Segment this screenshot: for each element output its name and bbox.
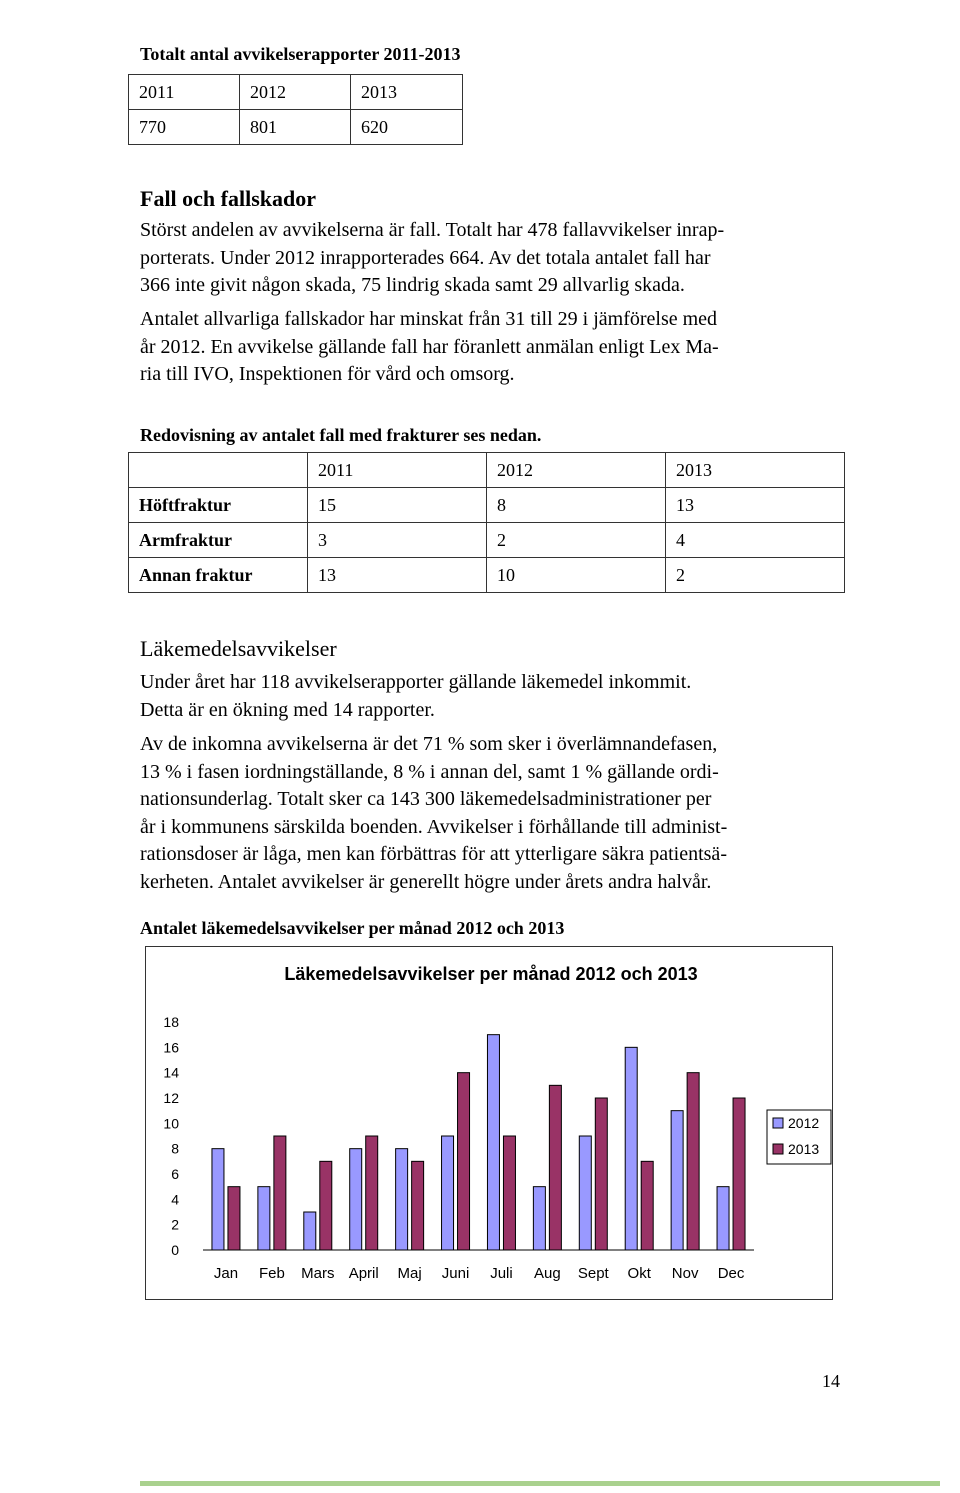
y-tick-label: 4 — [171, 1191, 179, 1208]
bar-2012-Juli — [487, 1035, 499, 1250]
table-row — [129, 523, 845, 558]
falls-paragraph-1 — [140, 217, 860, 300]
bar-2013-Feb — [274, 1136, 286, 1250]
bar-2013-Sept — [595, 1098, 607, 1250]
medication-paragraph-2 — [140, 731, 860, 896]
medication-heading: Läkemedelsavvikelser — [140, 636, 337, 661]
chart-title: Läkemedelsavvikelser per månad 2012 och 2013 — [284, 964, 698, 984]
x-tick-label: Nov — [671, 1265, 699, 1282]
text-line: porterats. Under 2012 inrapporterades 664. Av det totala antalet fall har — [140, 246, 711, 269]
bar-2012-Maj — [396, 1149, 408, 1250]
y-tick-label: 16 — [163, 1039, 179, 1056]
x-tick-label: Aug — [534, 1265, 561, 1282]
bar-2012-Nov — [671, 1111, 683, 1250]
cell: 2 — [487, 523, 666, 558]
fractures-header-2013: 2013 — [666, 453, 845, 488]
bar-2012-Feb — [258, 1187, 270, 1250]
cell: 13 — [308, 558, 487, 593]
totals-count-2013: 620 — [351, 110, 463, 145]
text-line: kerheten. Antalet avvikelser är generellt högre under årets andra halvår. — [140, 870, 712, 893]
totals-heading: Totalt antal avvikelserapporter 2011-2013 — [140, 44, 461, 64]
text-line: år i kommunens särskilda boenden. Avvikelser i förhållande till administ- — [140, 815, 728, 838]
table-row — [129, 488, 845, 523]
totals-year-2013: 2013 — [351, 75, 463, 110]
fractures-header-2011: 2011 — [308, 453, 487, 488]
bar-2013-Dec — [733, 1098, 745, 1250]
chart-caption: Antalet läkemedelsavvikelser per månad 2012 och 2013 — [140, 918, 565, 938]
bar-2013-Okt — [641, 1161, 653, 1250]
fractures-heading: Redovisning av antalet fall med frakturer ses nedan. — [140, 425, 542, 445]
x-tick-label: Juni — [441, 1265, 470, 1282]
y-tick-label: 18 — [163, 1014, 179, 1030]
text-line: Under året har 118 avvikelserapporter gällande läkemedel inkommit. — [140, 671, 692, 693]
totals-count-2012: 801 — [240, 110, 351, 145]
x-tick-label: Dec — [717, 1265, 745, 1282]
page-number: 14 — [822, 1371, 840, 1391]
bar-2013-Mars — [320, 1161, 332, 1250]
fractures-table — [128, 452, 845, 593]
cell: 3 — [308, 523, 487, 558]
legend-label: 2012 — [788, 1115, 820, 1131]
text-line: rationsdoser är låga, men kan förbättras för att ytterligare säkra patientsä- — [140, 843, 727, 865]
bar-2012-Sept — [579, 1136, 591, 1250]
bar-2012-Okt — [625, 1047, 637, 1250]
bar-2012-Aug — [533, 1187, 545, 1250]
y-tick-label: 2 — [171, 1216, 179, 1233]
footer-rule — [140, 1481, 940, 1486]
row-label: Armfraktur — [129, 523, 308, 558]
bar-2013-Jan — [228, 1187, 240, 1250]
row-label: Höftfraktur — [129, 488, 308, 523]
bar-2013-Aug — [549, 1085, 561, 1250]
y-tick-label: 10 — [163, 1115, 179, 1132]
bar-2013-Maj — [412, 1161, 424, 1250]
medication-paragraph-1 — [140, 669, 860, 724]
text-line: Störst andelen av avvikelserna är fall. Totalt har 478 fallavvikelser inrap- — [140, 219, 725, 241]
y-tick-label: 8 — [171, 1140, 179, 1157]
totals-table — [128, 74, 463, 145]
x-tick-label: Feb — [258, 1265, 285, 1282]
cell: 13 — [666, 488, 845, 523]
x-tick-label: Okt — [627, 1265, 651, 1282]
x-tick-label: Maj — [397, 1265, 422, 1282]
x-tick-label: Sept — [577, 1265, 609, 1282]
x-tick-label: Jan — [213, 1265, 239, 1282]
text-line: Detta är en ökning med 14 rapporter. — [140, 698, 435, 721]
text-line: nationsunderlag. Totalt sker ca 143 300 läkemedelsadministrationer per — [140, 788, 712, 810]
falls-heading: Fall och fallskador — [140, 186, 317, 211]
cell: 15 — [308, 488, 487, 523]
text-line: 366 inte givit någon skada, 75 lindrig skada samt 29 allvarlig skada. — [140, 274, 685, 296]
fractures-header-2012: 2012 — [487, 453, 666, 488]
bar-2013-Juli — [503, 1136, 515, 1250]
bar-2012-Juni — [442, 1136, 454, 1250]
text-line: Av de inkomna avvikelserna är det 71 % som sker i överlämnandefasen, — [140, 733, 718, 755]
totals-year-2012: 2012 — [240, 75, 351, 110]
falls-paragraph-2 — [140, 306, 860, 389]
y-tick-label: 0 — [171, 1242, 179, 1258]
legend-swatch-2013 — [773, 1144, 783, 1154]
bar-2013-Juni — [458, 1073, 470, 1250]
bar-2013-April — [366, 1136, 378, 1250]
y-tick-label: 12 — [163, 1090, 179, 1106]
cell: 10 — [487, 558, 666, 593]
cell: 2 — [666, 558, 845, 593]
text-line: 13 % i fasen iordningställande, 8 % i annan del, samt 1 % gällande ordi- — [140, 760, 719, 783]
legend-swatch-2012 — [773, 1118, 783, 1128]
chart-frame — [145, 946, 833, 1300]
cell: 4 — [666, 523, 845, 558]
totals-count-2011: 770 — [129, 110, 240, 145]
y-tick-label: 6 — [171, 1166, 179, 1182]
text-line: Antalet allvarliga fallskador har minskat från 31 till 29 i jämförelse med — [140, 308, 718, 330]
totals-year-2011: 2011 — [129, 75, 240, 110]
cell: 8 — [487, 488, 666, 523]
table-row — [129, 558, 845, 593]
bar-2013-Nov — [687, 1073, 699, 1250]
x-tick-label: Juli — [490, 1265, 513, 1282]
y-tick-label: 14 — [163, 1064, 179, 1081]
legend-label: 2013 — [788, 1141, 820, 1157]
bar-2012-Dec — [717, 1187, 729, 1250]
row-label: Annan fraktur — [129, 558, 308, 593]
fractures-header-empty — [129, 453, 308, 488]
bar-2012-Mars — [304, 1212, 316, 1250]
x-tick-label: April — [348, 1265, 379, 1282]
bar-chart — [146, 947, 832, 1299]
x-tick-label: Mars — [301, 1265, 335, 1282]
text-line: år 2012. En avvikelse gällande fall har föranlett anmälan enligt Lex Ma- — [140, 335, 719, 358]
text-line: ria till IVO, Inspektionen för vård och omsorg. — [140, 363, 515, 385]
bar-2012-April — [350, 1149, 362, 1250]
bar-2012-Jan — [212, 1149, 224, 1250]
